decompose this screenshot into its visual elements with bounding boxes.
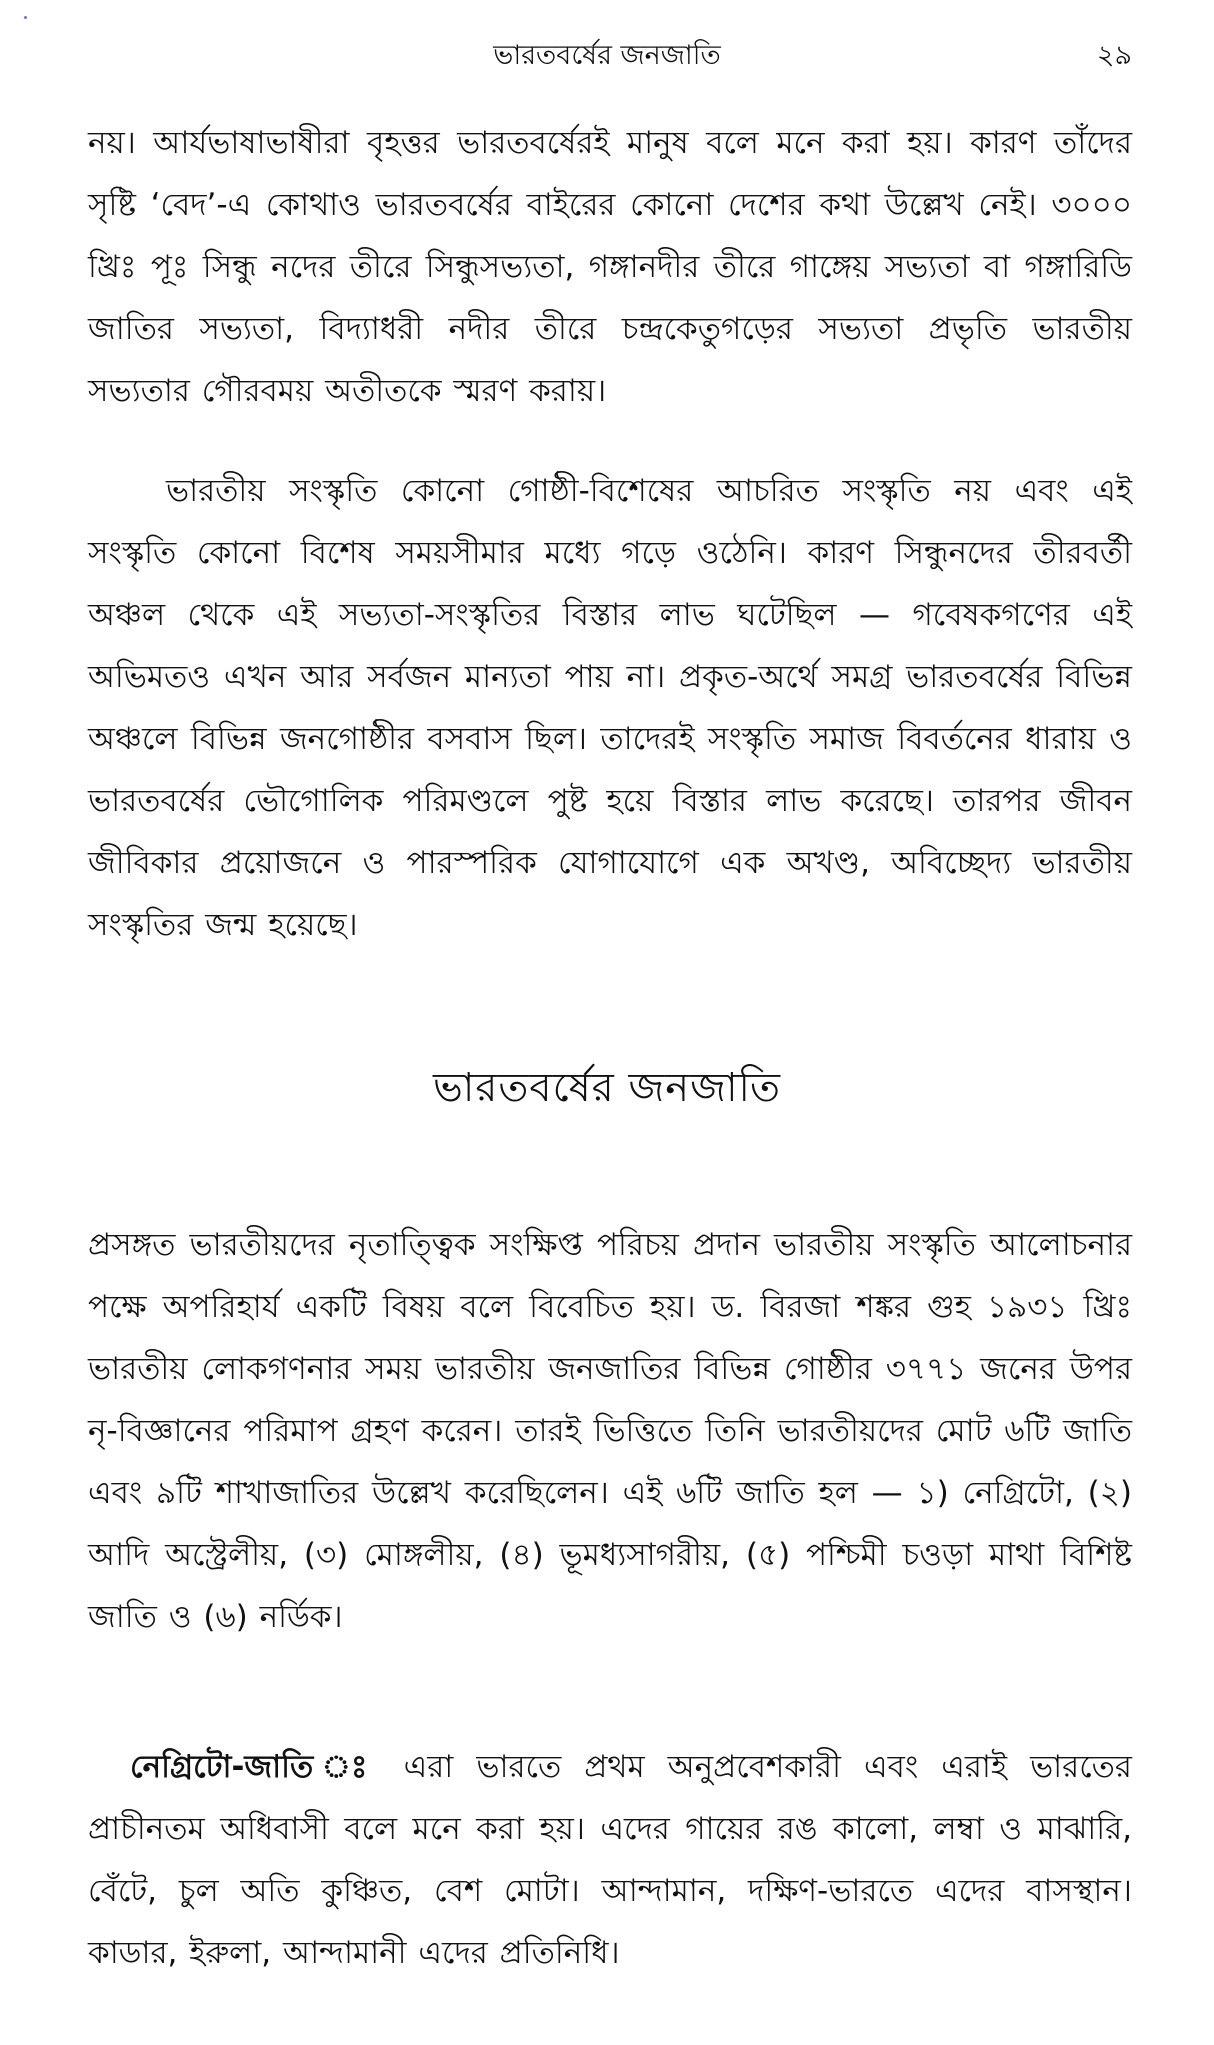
paragraph-text: প্রসঙ্গত ভারতীয়দের নৃতাত্ত্বিক সংক্ষিপ্ত পরিচয় প্রদান ভারতীয় সংস্কৃতি আলোচনার পক্ষে অপরিহার্য একটি বিষয় বলে বিবেচিত হয়। ড. বিরজা শঙ্কর গুহ ১৯৩১ খ্রিঃ ভারতীয় লোকগণনার সময় ভারতীয় জনজাতির বিভিন্ন গোষ্ঠীর ৩৭৭১ জনের উপর নৃ-বিজ্ঞানের পরিমাপ গ্রহণ করেন। তারই ভিত্তিতে তিনি ভারতীয়দের মোট ৬টি জাতি এবং ৯টি শাখাজাতির উল্লেখ করেছিলেন। এই ৬টি জাতি হল — ১) নেগ্রিটো, (২) আদি অস্ট্রেলীয়, (৩) মোঙ্গলীয়, (৪) ভূমধ্যসাগরীয়, (৫) পশ্চিমী চওড়া মাথা বিশিষ্ট জাতি ও (৬) নর্ডিক।: [88, 1227, 1132, 1635]
running-header: [0, 32, 1214, 80]
paragraph-ethnology-intro: [88, 1214, 1132, 1648]
page-number: ২৯: [1096, 40, 1132, 71]
term-description: এরা ভারতে প্রথম অনুপ্রবেশকারী এবং এরাই ভারতের প্রাচীনতম অধিবাসী বলে মনে করা হয়। এদের গায়ের রঙ কালো, লম্বা ও মাঝারি, বেঁটে, চুল অতি কুঞ্চিত, বেশ মোটা। আন্দামান, দক্ষিণ-ভারতে এদের বাসস্থান। কাডার, ইরুলা, আন্দামানী এদের প্রতিনিধি।: [88, 1749, 1132, 1971]
running-title: ভারতবর্ষের জনজাতি: [493, 40, 721, 71]
paragraph-text: ভারতীয় সংস্কৃতি কোনো গোষ্ঠী-বিশেষের আচরিত সংস্কৃতি নয় এবং এই সংস্কৃতি কোনো বিশেষ সময়সীমার মধ্যে গড়ে ওঠেনি। কারণ সিন্ধুনদের তীরবর্তী অঞ্চল থেকে এই সভ্যতা-সংস্কৃতির বিস্তার লাভ ঘটেছিল — গবেষকগণের এই অভিমতও এখন আর সর্বজন মান্যতা পায় না। প্রকৃত-অর্থে সমগ্র ভারতবর্ষের বিভিন্ন অঞ্চলে বিভিন্ন জনগোষ্ঠীর বসবাস ছিল। তাদেরই সংস্কৃতি সমাজ বিবর্তনের ধারায় ও ভারতবর্ষের ভৌগোলিক পরিমণ্ডলে পুষ্ট হয়ে বিস্তার লাভ করেছে। তারপর জীবন জীবিকার প্রয়োজনে ও পারস্পরিক যোগাযোগে এক অখণ্ড, অবিচ্ছেদ্য ভারতীয় সংস্কৃতির জন্ম হয়েছে।: [88, 473, 1132, 943]
paragraph-negrito: [88, 1736, 1132, 1984]
paragraph-indian-culture: [88, 460, 1132, 956]
scan-speck: [24, 16, 27, 19]
paragraph-text: নয়। আর্যভাষাভাষীরা বৃহত্তর ভারতবর্ষেরই মানুষ বলে মনে করা হয়। কারণ তাঁদের সৃষ্টি ‘বেদ’-এ কোথাও ভারতবর্ষের বাইরের কোনো দেশের কথা উল্লেখ নেই। ৩০০০ খ্রিঃ পূঃ সিন্ধু নদের তীরে সিন্ধুসভ্যতা, গঙ্গানদীর তীরে গাঙ্গেয় সভ্যতা বা গঙ্গারিডি জাতির সভ্যতা, বিদ্যাধরী নদীর তীরে চন্দ্রকেতুগড়ের সভ্যতা প্রভৃতি ভারতীয় সভ্যতার গৌরবময় অতীতকে স্মরণ করায়।: [88, 125, 1132, 409]
paragraph-text: [88, 1736, 1132, 1984]
term-label: নেগ্রিটো-জাতি ঃ: [130, 1749, 381, 1785]
paragraph-intro-continuation: [88, 112, 1132, 422]
section-heading: ভারতবর্ষের জনজাতি: [432, 1065, 782, 1111]
